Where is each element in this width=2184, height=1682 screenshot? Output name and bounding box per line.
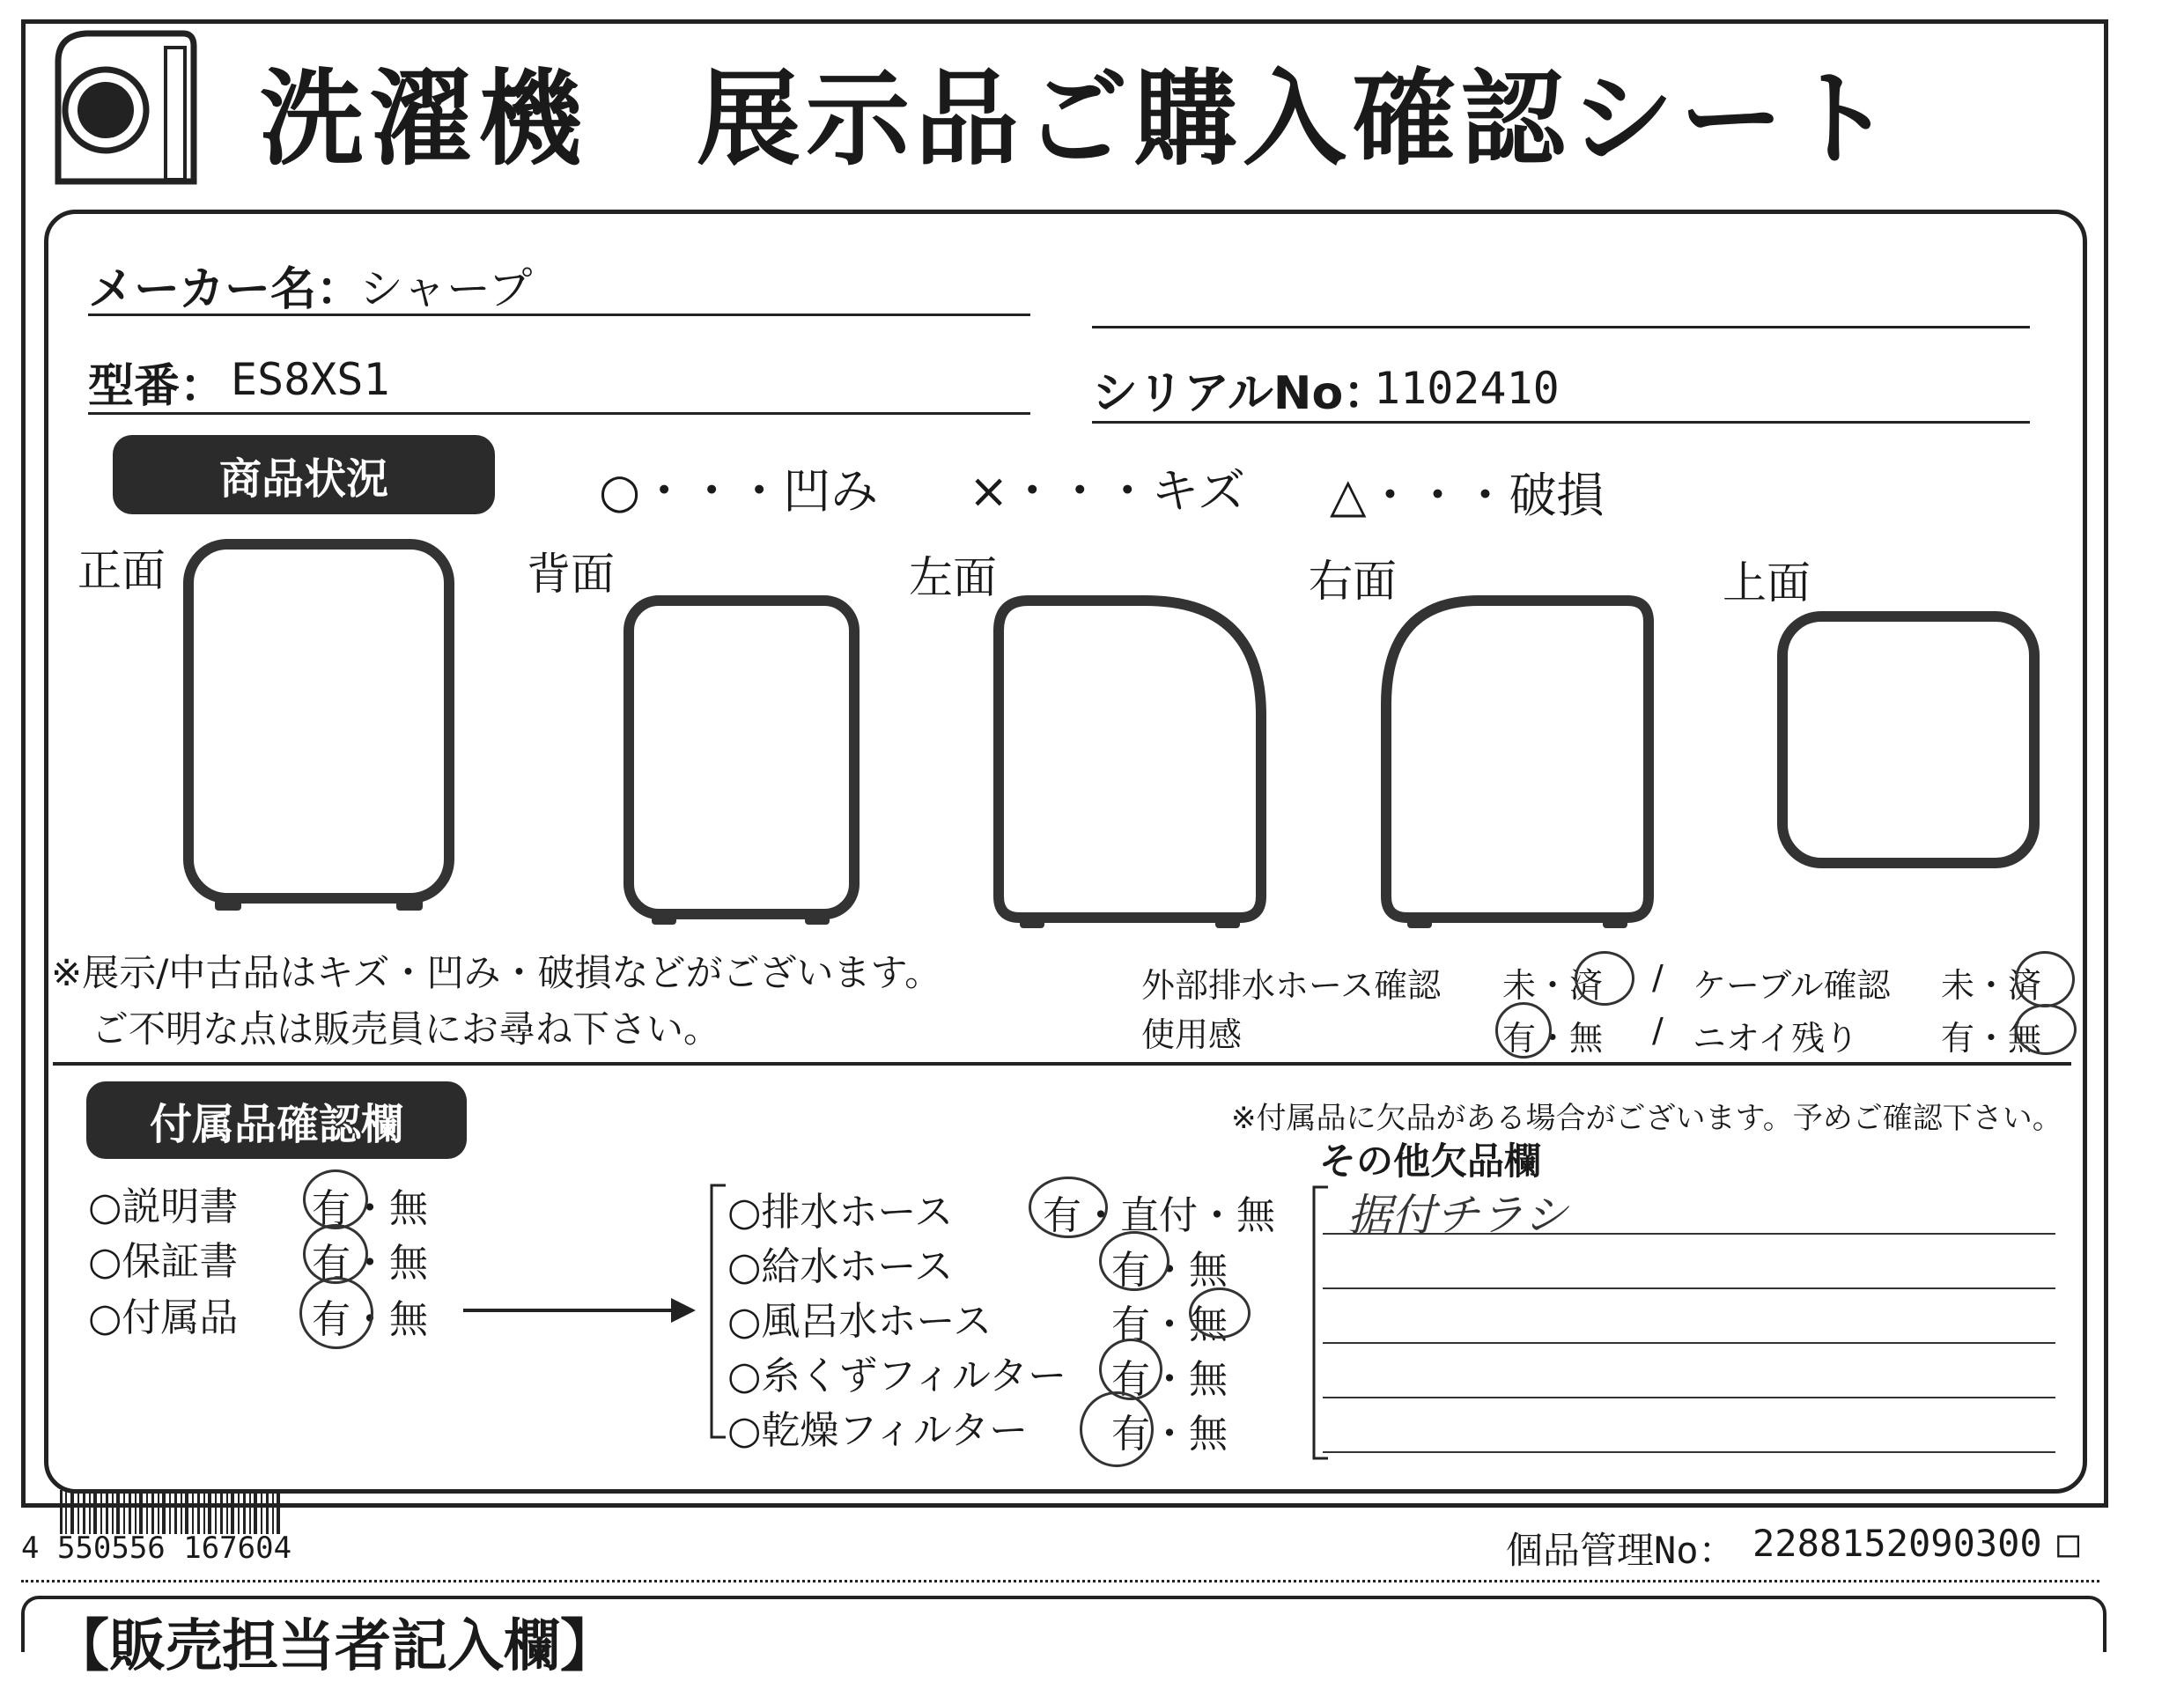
note-line-1: ※展示/中古品はキズ・凹み・破損などがございます。 (51, 951, 942, 994)
cable-check-label: ケーブル確認 (1693, 966, 1891, 1005)
write-line-5 (1323, 1451, 2055, 1453)
left-item-accessory-mark (299, 1277, 373, 1349)
drain-hose-check-options: 未・済 (1502, 966, 1604, 1005)
sub-item-bath-hose: ○風呂水ホース (727, 1299, 992, 1344)
write-line-4 (1323, 1397, 2055, 1398)
legend-scratch-symbol: × (969, 463, 1009, 519)
cut-line (21, 1580, 2099, 1582)
right-view-outline (1386, 601, 1649, 918)
sub-item-dry-filter-options: 有・無 (1111, 1412, 1228, 1457)
legend-damage-symbol: △ (1330, 468, 1367, 523)
back-view-outline (629, 601, 854, 914)
legend-scratch-text: ・・・キズ (1008, 463, 1246, 519)
barcode-number: 4 550556 167604 (21, 1531, 292, 1566)
section-divider (53, 1062, 2071, 1066)
other-missing-value: 据付チラシ (1347, 1190, 1568, 1241)
management-value: 2288152090300 (1752, 1522, 2042, 1565)
sub-items-bracket (708, 1184, 729, 1439)
view-left-label: 左面 (909, 552, 997, 603)
sub-item-supply-hose-options: 有・無 (1111, 1248, 1228, 1293)
sub-item-lint-filter-options: 有・無 (1111, 1357, 1228, 1402)
left-item-warranty: ○保証書 (88, 1239, 239, 1284)
sub-item-supply-hose-mark (1099, 1231, 1169, 1291)
sub-item-lint-filter: ○糸くずフィルター (727, 1354, 1067, 1398)
legend-damage-text: ・・・破損 (1366, 468, 1605, 523)
other-missing-label: その他欠品欄 (1319, 1140, 1542, 1183)
serial-value: 1102410 (1374, 363, 1560, 414)
accessories-notice: ※付属品に欠品がある場合がございます。予めご確認下さい。 (1231, 1101, 2062, 1136)
left-item-warranty-options: 有・無 (312, 1241, 428, 1286)
front-view-outline (188, 544, 449, 898)
usage-selected-mark (1495, 1002, 1552, 1059)
sub-item-drain-hose-options: 有・直付・無 (1043, 1193, 1275, 1238)
odor-selected-mark (2015, 1004, 2077, 1055)
legend-dent-text: ・・・凹み (640, 463, 879, 519)
footer-partial-title: 【販売担当者記入欄】 (53, 1614, 616, 1679)
view-right-label: 右面 (1309, 556, 1397, 607)
legend-dent-symbol: ○ (599, 463, 641, 519)
sub-item-dry-filter: ○乾燥フィルター (727, 1408, 1029, 1453)
model-value: ES8XS1 (231, 354, 390, 405)
sub-item-supply-hose: ○給水ホース (727, 1244, 954, 1289)
left-item-manual: ○説明書 (88, 1184, 239, 1229)
cable-check-selected-mark (2015, 951, 2075, 1007)
view-back-label: 背面 (527, 549, 615, 600)
barcode-icon (53, 1490, 317, 1534)
maker-value: シャープ (359, 263, 533, 314)
write-line-2 (1323, 1287, 2055, 1289)
note-line-2: ご不明な点は販売員にお尋ね下さい。 (92, 1007, 721, 1051)
condition-label: 商品状況 (113, 435, 495, 514)
view-top-label: 上面 (1723, 557, 1811, 609)
management-label: 個品管理No： (1506, 1529, 1736, 1572)
separator-1: / (1652, 958, 1664, 997)
sub-item-dry-filter-mark (1080, 1391, 1154, 1467)
view-front-label: 正面 (77, 545, 166, 596)
left-item-manual-options: 有・無 (312, 1186, 428, 1231)
sub-item-bath-hose-mark (1189, 1287, 1251, 1339)
usage-label: 使用感 (1141, 1015, 1243, 1054)
left-view-outline (999, 601, 1261, 918)
cable-check-options: 未・済 (1941, 966, 2042, 1005)
usage-options: 有・無 (1502, 1019, 1604, 1058)
model-label: 型番： (88, 360, 226, 413)
arrow-icon (463, 1293, 697, 1328)
left-item-accessory-options: 有・無 (312, 1297, 428, 1342)
serial-label: シリアルNo： (1092, 367, 1390, 420)
left-item-accessory: ○付属品 (88, 1295, 239, 1340)
sub-item-bath-hose-options: 有・無 (1111, 1302, 1228, 1347)
sub-item-drain-hose: ○排水ホース (727, 1190, 954, 1235)
management-checkbox[interactable]: □ (2057, 1522, 2080, 1565)
left-item-manual-mark (303, 1169, 368, 1229)
write-line-1 (1323, 1233, 2055, 1235)
odor-label: ニオイ残り (1693, 1019, 1859, 1058)
accessories-label: 付属品確認欄 (86, 1081, 467, 1159)
sub-item-lint-filter-mark (1099, 1339, 1162, 1400)
top-view-outline (1782, 616, 2034, 863)
sub-item-drain-hose-mark (1029, 1177, 1108, 1238)
other-missing-bracket (1310, 1185, 1332, 1460)
drain-hose-check-label: 外部排水ホース確認 (1141, 966, 1442, 1005)
write-line-3 (1323, 1342, 2055, 1344)
page-title: 洗濯機 展示品ご購入確認シート (260, 58, 1899, 180)
separator-2: / (1652, 1011, 1664, 1050)
drain-hose-check-selected-mark (1575, 951, 1634, 1006)
maker-label: メーカー名： (88, 263, 362, 316)
left-item-warranty-mark (303, 1224, 368, 1284)
odor-options: 有・無 (1941, 1019, 2042, 1058)
